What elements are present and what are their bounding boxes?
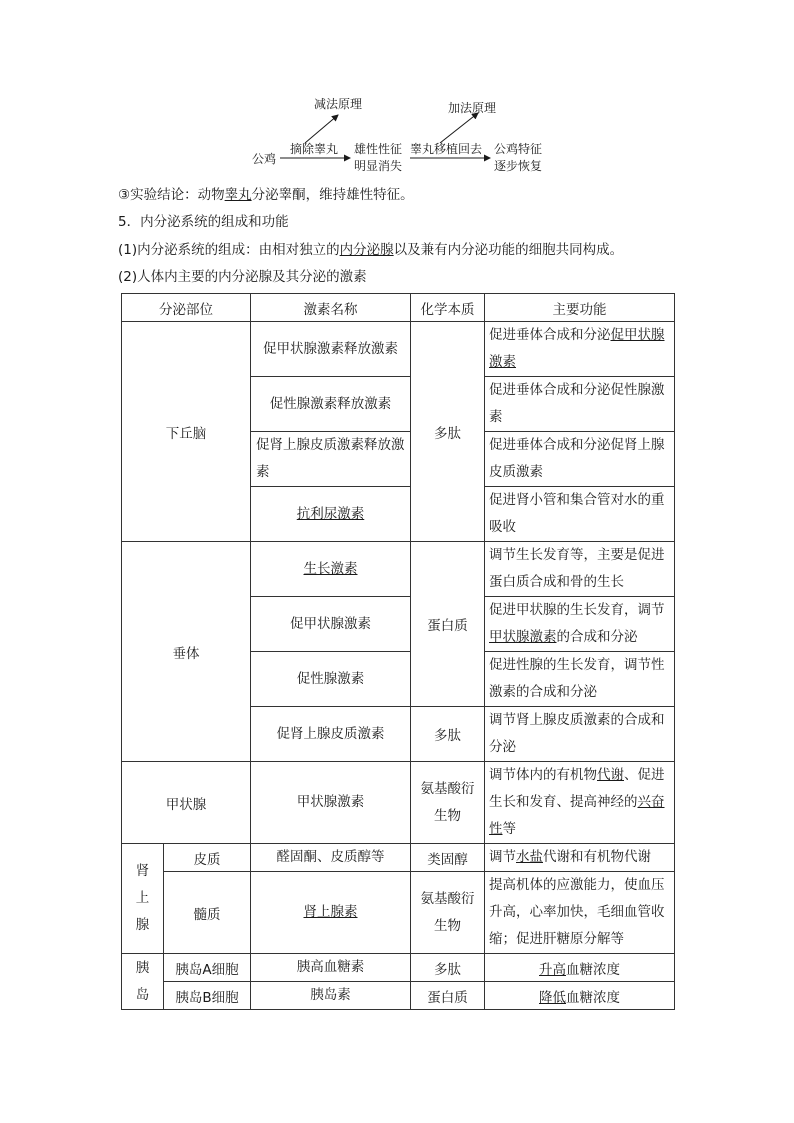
table-row bbox=[122, 982, 675, 1010]
hormone-function: 调节体内的有机物代谢、促进生长和发育、提高神经的兴奋性等 bbox=[485, 762, 675, 844]
hormone-function: 降低血糖浓度 bbox=[485, 982, 675, 1010]
chemical-nature: 蛋白质 bbox=[411, 982, 485, 1010]
arrow-subtract bbox=[305, 115, 338, 143]
site-thyroid: 甲状腺 bbox=[122, 762, 251, 844]
hormone-function: 调节肾上腺皮质激素的合成和分泌 bbox=[485, 707, 675, 762]
header-function: 主要功能 bbox=[485, 294, 675, 322]
hormone-name: 促甲状腺激素 bbox=[251, 597, 411, 652]
site-cortex: 皮质 bbox=[164, 844, 251, 872]
table-row bbox=[122, 322, 675, 377]
traits-lost-line1: 雄性性征 bbox=[354, 142, 403, 156]
subtract-principle-label: 减法原理 bbox=[314, 97, 363, 111]
table-row bbox=[122, 844, 675, 872]
add-principle-label: 加法原理 bbox=[448, 101, 497, 115]
transplant-label: 睾丸移植回去 bbox=[410, 142, 483, 156]
hormone-function: 促进垂体合成和分泌促甲状腺激素 bbox=[485, 322, 675, 377]
hormone-function: 促进甲状腺的生长发育，调节甲状腺激素的合成和分泌 bbox=[485, 597, 675, 652]
rooster-label: 公鸡 bbox=[252, 152, 277, 166]
chemical-nature: 氨基酸衍生物 bbox=[411, 762, 485, 844]
hormone-table bbox=[121, 293, 675, 1010]
section-5-title: 5．内分泌系统的组成和功能 bbox=[118, 214, 289, 230]
experiment-diagram bbox=[0, 0, 794, 190]
header-hormone: 激素名称 bbox=[251, 294, 411, 322]
chemical-nature: 多肽 bbox=[411, 322, 485, 542]
hormone-function: 调节生长发育等，主要是促进蛋白质合成和骨的生长 bbox=[485, 542, 675, 597]
chemical-nature: 蛋白质 bbox=[411, 542, 485, 707]
hormone-name: 抗利尿激素 bbox=[251, 487, 411, 542]
site-pituitary: 垂体 bbox=[122, 542, 251, 762]
hormone-function: 升高血糖浓度 bbox=[485, 954, 675, 982]
hormone-function: 促进垂体合成和分泌促肾上腺皮质激素 bbox=[485, 432, 675, 487]
traits-restored-line1: 公鸡特征 bbox=[494, 142, 543, 156]
hormone-name: 胰岛素 bbox=[251, 982, 411, 1010]
hormone-name: 胰高血糖素 bbox=[251, 954, 411, 982]
chemical-nature: 类固醇 bbox=[411, 844, 485, 872]
chemical-nature: 多肽 bbox=[411, 954, 485, 982]
hormone-name: 促性腺激素释放激素 bbox=[251, 377, 411, 432]
hormone-function: 促进性腺的生长发育，调节性激素的合成和分泌 bbox=[485, 652, 675, 707]
site-hypothalamus: 下丘脑 bbox=[122, 322, 251, 542]
hormone-name: 生长激素 bbox=[251, 542, 411, 597]
remove-testis-label: 摘除睾丸 bbox=[290, 142, 339, 156]
table-row bbox=[122, 954, 675, 982]
traits-lost-line2: 明显消失 bbox=[354, 159, 403, 173]
hormone-function: 调节水盐代谢和有机物代谢 bbox=[485, 844, 675, 872]
hormone-name: 促性腺激素 bbox=[251, 652, 411, 707]
hormone-name: 肾上腺素 bbox=[251, 872, 411, 954]
experiment-conclusion: ③实验结论：动物睾丸分泌睾酮，维持雄性特征。 bbox=[118, 187, 414, 203]
site-beta-cell: 胰岛B细胞 bbox=[164, 982, 251, 1010]
hormone-name: 促肾上腺皮质激素释放激素 bbox=[251, 432, 411, 487]
hormone-function: 提高机体的应激能力，使血压升高，心率加快，毛细血管收缩；促进肝糖原分解等 bbox=[485, 872, 675, 954]
hormone-name: 促肾上腺皮质激素 bbox=[251, 707, 411, 762]
chemical-nature: 氨基酸衍生物 bbox=[411, 872, 485, 954]
table-row bbox=[122, 542, 675, 597]
chemical-nature: 多肽 bbox=[411, 707, 485, 762]
site-alpha-cell: 胰岛A细胞 bbox=[164, 954, 251, 982]
composition-text: (1)内分泌系统的组成：由相对独立的内分泌腺以及兼有内分泌功能的细胞共同构成。 bbox=[118, 242, 624, 258]
header-site: 分泌部位 bbox=[122, 294, 251, 322]
table-header-row bbox=[122, 294, 675, 322]
hormone-name: 促甲状腺激素释放激素 bbox=[251, 322, 411, 377]
header-nature: 化学本质 bbox=[411, 294, 485, 322]
site-pancreas: 胰 岛 bbox=[122, 954, 164, 1010]
traits-restored-line2: 逐步恢复 bbox=[494, 159, 543, 173]
hormone-function: 促进肾小管和集合管对水的重吸收 bbox=[485, 487, 675, 542]
site-medulla: 髓质 bbox=[164, 872, 251, 954]
arrow-add bbox=[440, 113, 478, 143]
site-adrenal: 肾 上 腺 bbox=[122, 844, 164, 954]
table-row bbox=[122, 872, 675, 954]
hormone-name: 甲状腺激素 bbox=[251, 762, 411, 844]
hormone-name: 醛固酮、皮质醇等 bbox=[251, 844, 411, 872]
table-row bbox=[122, 762, 675, 844]
main-glands-title: (2)人体内主要的内分泌腺及其分泌的激素 bbox=[118, 269, 367, 285]
hormone-function: 促进垂体合成和分泌促性腺激素 bbox=[485, 377, 675, 432]
